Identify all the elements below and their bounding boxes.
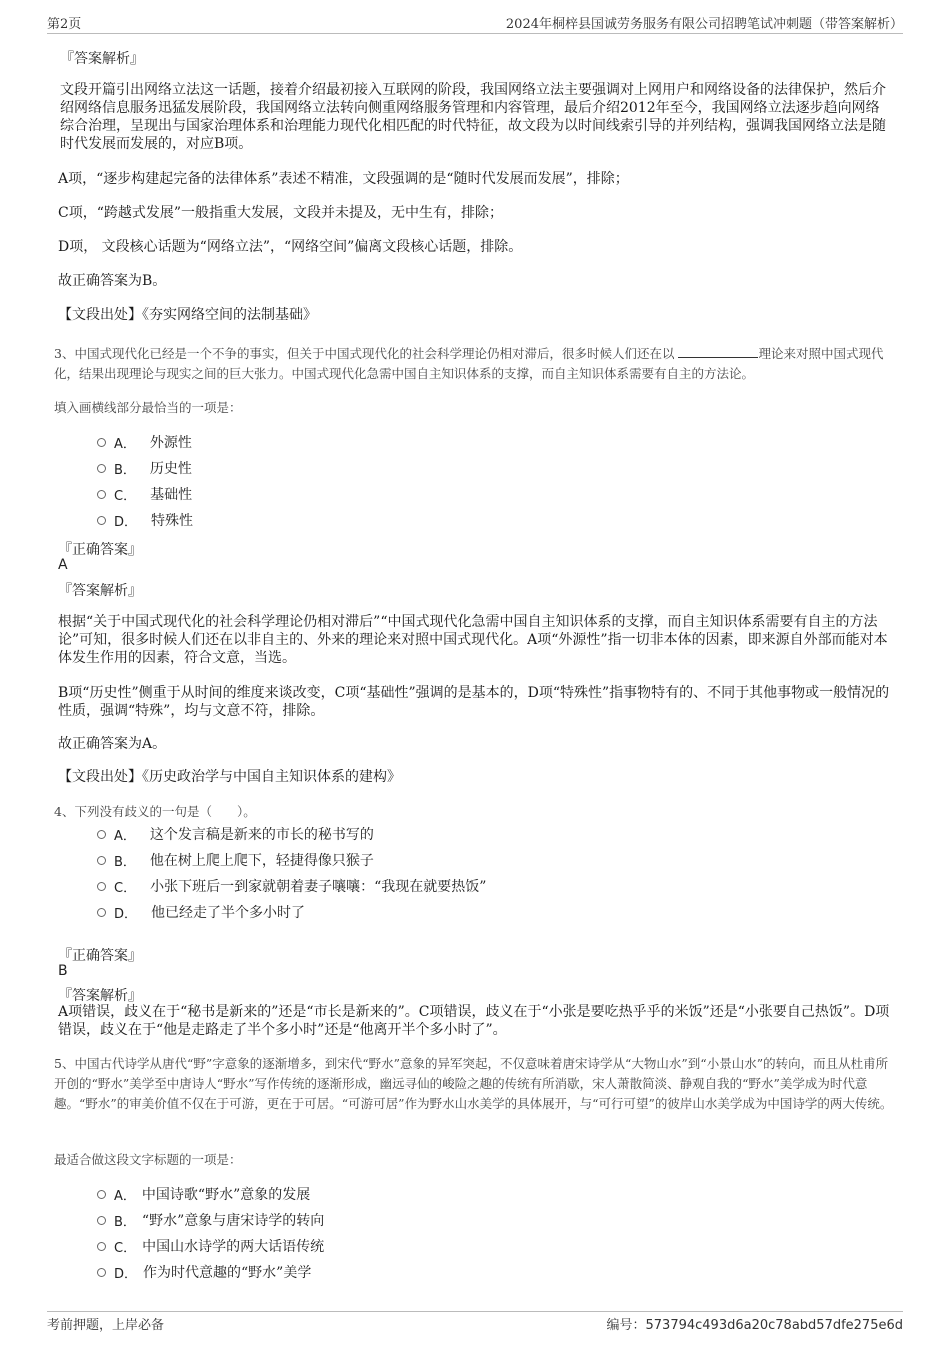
fill-in-blank (678, 345, 758, 358)
q2-analysis-option-a: A项，“逐步构建起完备的法律体系”表述不精准，文段强调的是“随时代发展而发展”，排除； (58, 171, 629, 187)
q2-analysis-label: 『答案解析』 (60, 51, 144, 67)
radio-icon[interactable] (97, 516, 106, 525)
q3-option-a[interactable]: A． 外源性 (97, 432, 192, 452)
q3-stem: 3、中国式现代化已经是一个不争的事实，但关于中国式现代化的社会科学理论仍相对滞后，很多时候人们还在以 理论来对照中国式现代化，结果出现理论与现实之间的巨大张力。中国式现代化急需中国自主知识体系的支撑，而自主知识体系需要有自主的方法论。 (54, 346, 884, 381)
radio-icon[interactable] (97, 882, 106, 891)
q3-option-b[interactable]: B． 历史性 (97, 458, 192, 478)
q3-answer-label: 『正确答案』 (58, 542, 142, 558)
q2-conclusion: 故正确答案为B。 (58, 273, 167, 289)
q3-option-d[interactable]: D． 特殊性 (97, 510, 193, 530)
q2-analysis-option-c: C项，“跨越式发展”一般指重大发展，文段并未提及，无中生有，排除； (58, 205, 504, 221)
q5-option-a[interactable]: A． 中国诗歌“野水”意象的发展 (97, 1184, 310, 1204)
q5-stem: 5、中国古代诗学从唐代“野”字意象的逐渐增多，到宋代“野水”意象的异军突起，不仅意味着唐宋诗学从“大物山水”到“小景山水”的转向，而且从杜甫所开创的“野水”美学至中唐诗人“野水”写作传统的逐渐形成，幽远寻仙的峻险之趣的传统有所消歇，宋人萧散简淡、静观自我的“野水”美学成为时代意趣。“野水”的审美价值不仅在于可游，更在于可居。“可游可居”作为野水山水美学的具体展开，与“可行可望”的彼岸山水美学成为中国诗学的两大传统。 (54, 1056, 893, 1111)
radio-icon[interactable] (97, 1242, 106, 1251)
q5-option-b[interactable]: B． “野水”意象与唐宋诗学的转向 (97, 1210, 324, 1230)
q3-conclusion: 故正确答案为A。 (58, 736, 167, 752)
q5-prompt: 最适合做这段文字标题的一项是： (54, 1152, 242, 1167)
page-number: 第2页 (47, 17, 82, 32)
q4-answer: B (58, 963, 68, 979)
page-header (47, 13, 903, 34)
radio-icon[interactable] (97, 830, 106, 839)
radio-icon[interactable] (97, 1216, 106, 1225)
radio-icon[interactable] (97, 1268, 106, 1277)
q3-option-c[interactable]: C． 基础性 (97, 484, 192, 504)
q3-analysis-paragraph-1: 根据“关于中国式现代化的社会科学理论仍相对滞后”“中国式现代化急需中国自主知识体系的支撑，而自主知识体系需要有自主的方法论”可知，很多时候人们还在以非自主的、外来的理论来对照中国式现代化。A项“外源性”指一切非本体的因素，即来源自外部而能对本体发生作用的因素，符合文意，当选。 (58, 614, 888, 666)
radio-icon[interactable] (97, 464, 106, 473)
radio-icon[interactable] (97, 856, 106, 865)
q4-answer-label: 『正确答案』 (58, 948, 142, 964)
q4-analysis-label: 『答案解析』 (58, 988, 142, 1004)
q4-stem: 4、下列没有歧义的一句是（ ）。 (54, 804, 256, 819)
q3-source: 【文段出处】《历史政治学与中国自主知识体系的建构》 (58, 769, 401, 785)
q3-prompt: 填入画横线部分最恰当的一项是： (54, 400, 242, 415)
q2-analysis-paragraph: 文段开篇引出网络立法这一话题，接着介绍最初接入互联网的阶段，我国网络立法主要强调对上网用户和网络设备的法律保护，然后介绍网络信息服务迅猛发展阶段，我国网络立法转向侧重网络服务管理和内容管理，最后介绍2012年至今，我国网络立法逐步趋向网络综合治理，呈现出与国家治理体系和治理能力现代化相匹配的时代特征，故文段为以时间线索引导的并列结构，强调我国网络立法是随时代发展而发展的，对应B项。 (60, 82, 886, 152)
radio-icon[interactable] (97, 490, 106, 499)
q2-analysis-option-d: D项， 文段核心话题为“网络立法”，“网络空间”偏离文段核心话题，排除。 (58, 239, 523, 255)
q3-analysis-label: 『答案解析』 (58, 583, 142, 599)
q5-option-d[interactable]: D． 作为时代意趣的“野水”美学 (97, 1262, 311, 1282)
footer-slogan: 考前押题，上岸必备 (47, 1318, 165, 1333)
q2-source: 【文段出处】《夯实网络空间的法制基础》 (58, 307, 317, 323)
radio-icon[interactable] (97, 438, 106, 447)
q5-option-c[interactable]: C． 中国山水诗学的两大话语传统 (97, 1236, 324, 1256)
q4-option-d[interactable]: D． 他已经走了半个多小时了 (97, 902, 305, 922)
q4-option-a[interactable]: A． 这个发言稿是新来的市长的秘书写的 (97, 824, 374, 844)
q3-answer: A (58, 557, 68, 573)
q4-option-b[interactable]: B． 他在树上爬上爬下，轻捷得像只猴子 (97, 850, 374, 870)
document-code: 编号：573794c493d6a20c78abd57dfe275e6d (606, 1318, 903, 1333)
document-title: 2024年桐梓县国诚劳务服务有限公司招聘笔试冲刺题（带答案解析） (505, 17, 903, 32)
page-footer (47, 1311, 903, 1336)
radio-icon[interactable] (97, 908, 106, 917)
q3-analysis-paragraph-2: B项“历史性”侧重于从时间的维度来谈改变，C项“基础性”强调的是基本的，D项“特殊性”指事物特有的、不同于其他事物或一般情况的性质，强调“特殊”，均与文意不符，排除。 (58, 685, 890, 719)
q4-option-c[interactable]: C． 小张下班后一到家就朝着妻子嚷嚷：“我现在就要热饭” (97, 876, 486, 896)
radio-icon[interactable] (97, 1190, 106, 1199)
q4-analysis-paragraph: A项错误，歧义在于“秘书是新来的”还是“市长是新来的”。C项错误，歧义在于“小张是要吃热乎乎的米饭”还是“小张要自己热饭”。D项错误，歧义在于“他是走路走了半个多小时”还是“他离开半个多小时了”。 (58, 1004, 890, 1038)
